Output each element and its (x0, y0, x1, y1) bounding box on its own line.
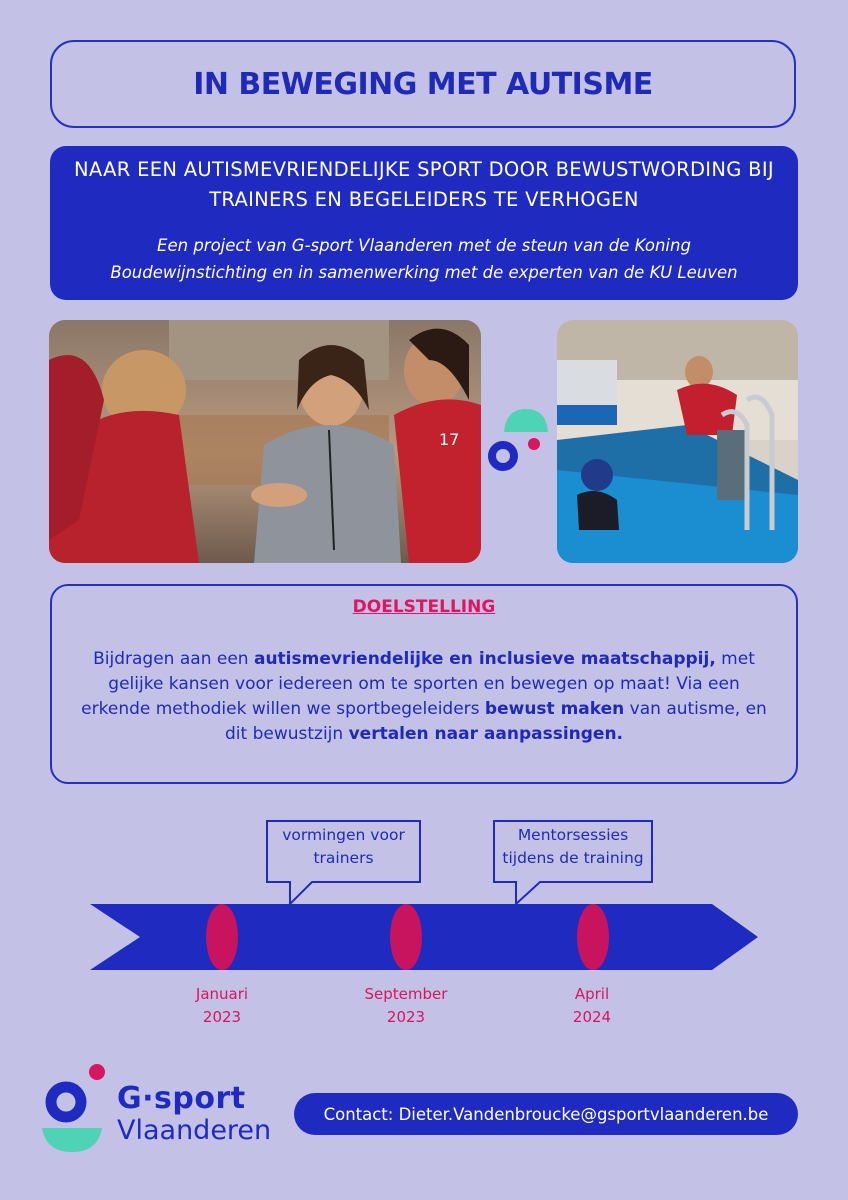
callout-1-line-1: vormingen voor (282, 826, 405, 844)
goal-text-part: van autisme, en dit bewustzijn (224, 699, 767, 744)
logo-line-2: Vlaanderen (117, 1115, 272, 1146)
callout-2-text (494, 824, 652, 870)
contact-pill[interactable] (294, 1093, 798, 1135)
goal-text-part: Bijdragen aan een (93, 649, 254, 669)
timeline-arrow (90, 904, 758, 970)
goal-text-part: met gelijke kansen voor iedereen om te sporten en bewegen op maat! Via een erkende methodiek willen we sportbegeleiders (81, 649, 755, 719)
callout-2-line-1: Mentorsessies (517, 826, 629, 844)
milestone-label-2 (336, 983, 476, 1029)
callout-2 (494, 824, 652, 884)
timeline-graphic (0, 810, 848, 990)
basketball-photo (49, 320, 481, 563)
callout-2-line-2: tijdens de training (502, 849, 644, 867)
swimming-photo-illustration (557, 320, 798, 563)
callout-1-text (267, 824, 420, 870)
milestone-year: 2023 (386, 1008, 426, 1026)
logo-wordmark (117, 1082, 271, 1146)
goal-text-bold: bewust maken (484, 699, 625, 719)
callout-1 (267, 824, 420, 884)
logo-line-1: G·sport (117, 1081, 246, 1116)
milestone-marker-2 (390, 904, 422, 970)
goal-box (50, 584, 798, 784)
basketball-photo-illustration (49, 320, 481, 563)
milestone-month: Januari (195, 985, 249, 1003)
milestone-marker-3 (577, 904, 609, 970)
milestone-month: April (574, 985, 610, 1003)
banner-subtitle (50, 155, 798, 215)
contact-email[interactable]: Contact: Dieter.Vandenbroucke@gsportvlaanderen.be (323, 1104, 769, 1124)
intro-line-1: Een project van G-sport Vlaanderen met de steun van de Koning (157, 236, 691, 255)
milestone-month: September (364, 985, 448, 1003)
title-box (50, 40, 796, 128)
gsport-logo-icon (40, 1060, 120, 1156)
subtitle-line-2: TRAINERS EN BEGELEIDERS TE VERHOGEN (209, 188, 639, 211)
goal-text-bold: autismevriendelijke en inclusieve maatschappij, (253, 649, 716, 669)
subtitle-line-1: NAAR EEN AUTISMEVRIENDELIJKE SPORT DOOR BEWUSTWORDING BIJ (74, 158, 774, 181)
intro-line-2: Boudewijnstichting en in samenwerking met de experten van de KU Leuven (110, 263, 738, 282)
milestone-year: 2023 (202, 1008, 242, 1026)
banner-intro (50, 232, 798, 286)
swimming-photo (557, 320, 798, 563)
page-title: IN BEWEGING MET AUTISME (193, 66, 653, 102)
milestone-label-1 (152, 983, 292, 1029)
milestone-label-3 (522, 983, 662, 1029)
milestone-marker-1 (206, 904, 238, 970)
subtitle-banner (50, 146, 798, 300)
milestone-year: 2024 (572, 1008, 612, 1026)
svg-text:17: 17 (439, 430, 460, 449)
goal-text-bold: vertalen naar aanpassingen. (348, 724, 624, 744)
goal-text (76, 647, 772, 747)
callout-1-line-2: trainers (313, 849, 374, 867)
gsport-mark-icon (486, 404, 552, 476)
goal-heading: DOELSTELLING (352, 597, 496, 617)
